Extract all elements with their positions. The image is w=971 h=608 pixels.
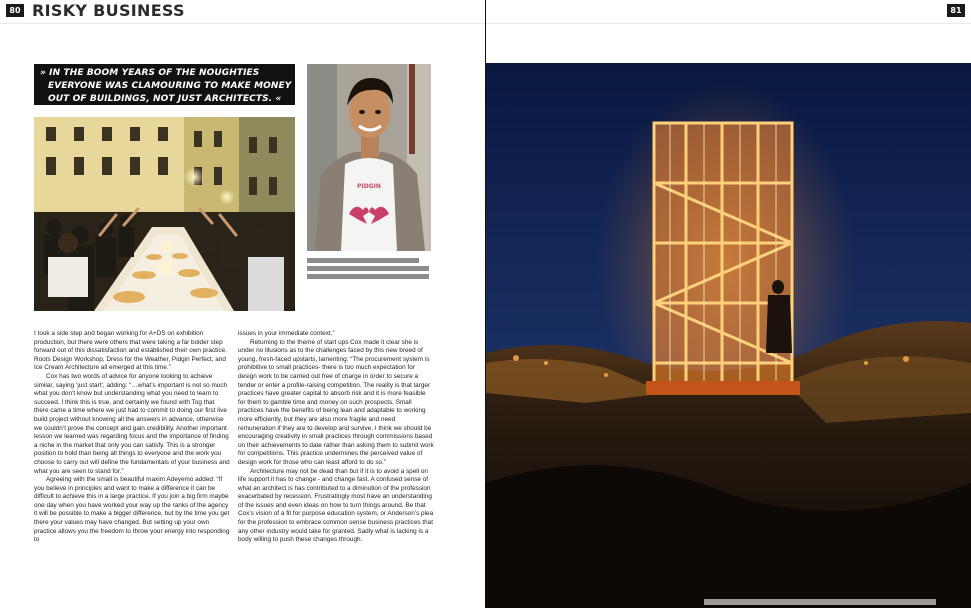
- pull-quote-line-3: OUT OF BUILDINGS, NOT JUST ARCHITECTS. «: [48, 94, 282, 104]
- photo-caption-placeholder: [307, 258, 431, 282]
- article-paragraph: I took a side step and began working for A+DS on exhibition production, but there were others that were taking a far bolder step forward out of this dissatisfaction and established their own practice. Roots Design Workshop, Dress for the Weather, Pidgin Perfect, and Ice Cream Architecture all emerged at this time.”: [34, 330, 227, 372]
- pull-quote-line-2: EVERYONE WAS CLAMOURING TO MAKE MONEY: [48, 81, 292, 91]
- portrait-photo: [307, 64, 431, 251]
- article-paragraph: Agreeing with the small is beautiful maxim Adeyemo added: “If you believe in principles and want to make a difference it can be difficult to achieve this in a large practice. If you join a big firm maybe one day when you have worked your way up the ranks of the agency it will be possible to make a bigger difference, but by the time you get there your values may have changed. But setting up your own practice allows you the freedom to throw your energy into responding to: [34, 476, 230, 544]
- article-paragraph: Cox has two words of advice for anyone looking to achieve similar, saying ‘just start’, adding: “…what’s important is not so much what you don’t know but understanding what you need to learn to succeed. I think this is true, and certainly we found with Tog that there came a time where we just had to commit to doing our first live build project without knowing all the answers in advance, otherwise we couldn’t prove the concept and gain credibility. Another important lesson we learned was regarding focus and the importance of finding a niche in the market that only you can satisfy. This is a stronger position to hold than being all things to everyone and the work you choose to carry out will define the fundamentals of your business and what you are seen to stand for.”: [34, 372, 230, 475]
- pull-quote: [34, 64, 295, 105]
- caption-line: [307, 258, 419, 263]
- section-title: RISKY BUSINESS: [32, 1, 185, 20]
- page-number-right: 81: [947, 4, 965, 17]
- article-paragraph: issues in your immediate context.”: [238, 330, 335, 337]
- article-paragraph: Architecture may not be dead than but if it is to avoid a spell on life support it has to change - and change fast. A confused sense of what an architect is has contributed to a diminution of the profession exacerbated by recession. Frustratingly most have an understanding of the issues and even ideas on how to turn things around. Be that Cox’s vision of a fit for purpose education system, or Anderson’s plea for the profession to embrace common sense business practices that any other industry would take for granted. Sadly what is lacking is a body willing to push these changes through.: [238, 467, 434, 544]
- dinner-party-photo: [34, 117, 295, 311]
- caption-line: [307, 266, 429, 271]
- footer-caption-bar: [704, 599, 936, 605]
- right-page: [486, 0, 971, 608]
- page-header-right: [486, 0, 971, 24]
- pull-quote-line-1: » IN THE BOOM YEARS OF THE NOUGHTIES: [40, 68, 260, 78]
- page-header: [0, 0, 485, 24]
- article-column-1: [34, 330, 230, 545]
- shirt-print-text: PIDGIN: [357, 183, 381, 190]
- page-number-left: 80: [6, 4, 24, 17]
- left-page: [0, 0, 485, 608]
- illuminated-tower-photo: [486, 63, 971, 608]
- caption-line: [307, 274, 429, 279]
- article-column-2: [238, 330, 434, 545]
- article-paragraph: Returning to the theme of start ups Cox made it clear she is under no illusions as to the challenges faced by this new breed of young, fresh-faced upstarts, lamenting: “The procurement system is prohibitive to small practices- there is too much expectation for design work to be carried out free of charge in order to secure a tender or enter a profile-raising competition. The reality is that larger practices have greater capital to absorb risk and it is more feasible for them to gamble time and money on such prospects. Small practices have the benefits of being lean and adaptable to working more efficiently, but they are also more fragile and need remuneration if they are to develop and survive. I think we should be encouraging creativity in small practices through commissions based on their achievements to date rather than asking them to submit work for competitions. This practice undermines the perceived value of design work for those who can least afford to do so.”: [238, 338, 434, 466]
